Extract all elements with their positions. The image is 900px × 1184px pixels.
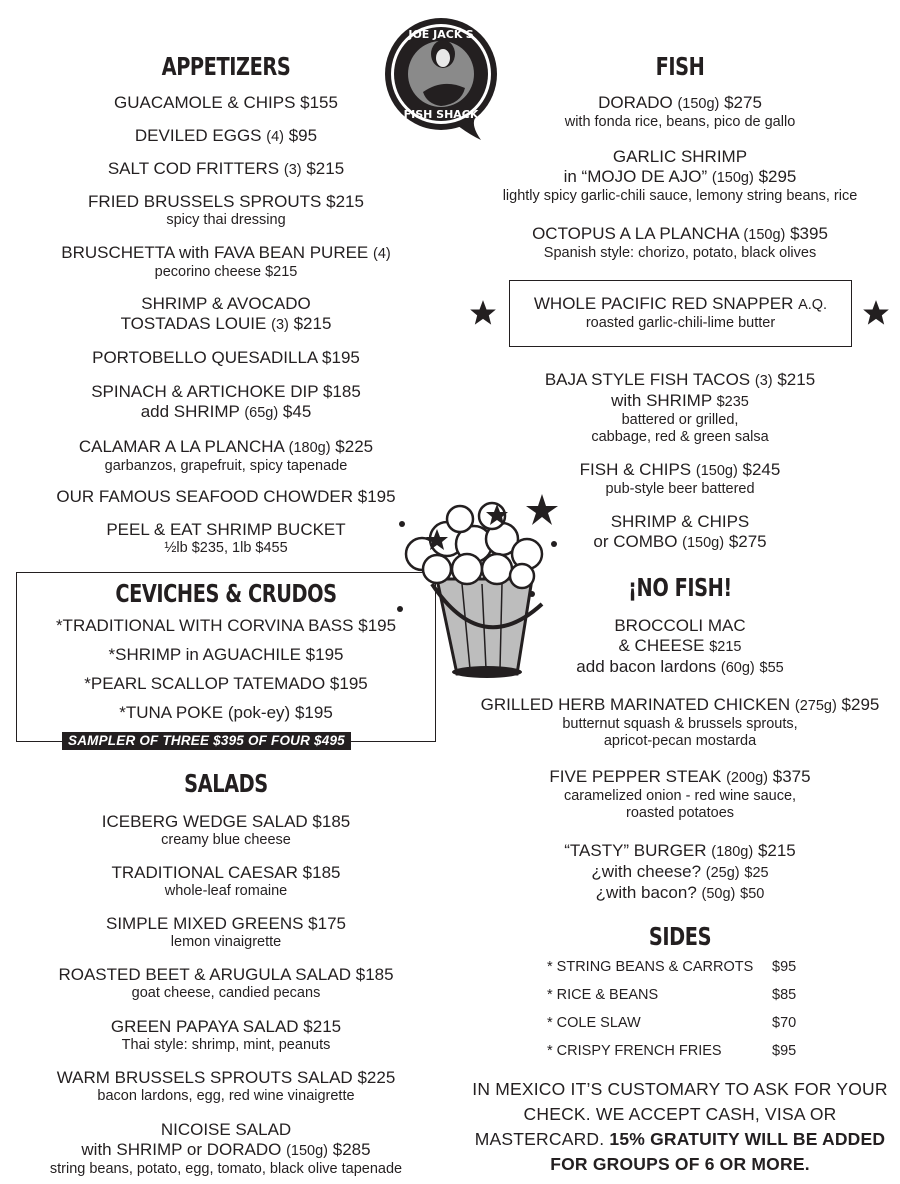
menu-item: SPINACH & ARTICHOKE DIP $185 add SHRIMP (65g) $45: [91, 382, 361, 421]
menu-item: SHRIMP & AVOCADO TOSTADAS LOUIE (3) $215: [120, 294, 332, 333]
svg-text:FISH SHACK: FISH SHACK: [403, 108, 479, 121]
menu-item: GUACAMOLE & CHIPS $155: [114, 93, 338, 112]
menu-item: WARM BRUSSELS SPROUTS SALAD $225 bacon lardons, egg, red wine vinaigrette: [56, 1068, 396, 1104]
menu-item: SIMPLE MIXED GREENS $175 lemon vinaigrette: [106, 914, 346, 950]
menu-item: *PEARL SCALLOP TATEMADO $195: [84, 674, 368, 693]
sampler-banner: SAMPLER OF THREE $395 OF FOUR $495: [62, 732, 351, 750]
section-title: FISH: [655, 52, 705, 81]
menu-item: FISH & CHIPS (150g) $245 pub-style beer battered: [579, 460, 781, 497]
menu-item: GREEN PAPAYA SALAD $215 Thai style: shrimp, mint, peanuts: [110, 1017, 342, 1053]
svg-text:JOE JACK'S: JOE JACK'S: [408, 28, 474, 41]
menu-item: NICOISE SALAD with SHRIMP or DORADO (150g) $285 string beans, potato, egg, tomato, black olive tapenade: [49, 1120, 403, 1177]
menu-item: FRIED BRUSSELS SPROUTS $215 spicy thai dressing: [88, 192, 364, 228]
menu-item: SALT COD FRITTERS (3) $215: [107, 159, 345, 178]
menu-item: DEVILED EGGS (4) $95: [134, 126, 318, 145]
menu-item: GRILLED HERB MARINATED CHICKEN (275g) $295 butternut squash & brussels sprouts, apricot-pecan mostarda: [480, 695, 880, 749]
menu-item: “TASTY” BURGER (180g) $215 ¿with cheese? (25g) $25 ¿with bacon? (50g) $50: [564, 841, 796, 902]
menu-item: OUR FAMOUS SEAFOOD CHOWDER $195: [56, 487, 396, 506]
star-icon: [862, 299, 890, 327]
menu-item: PORTOBELLO QUESADILLA $195: [92, 348, 360, 367]
menu-item: CALAMAR A LA PLANCHA (180g) $225 garbanzos, grapefruit, spicy tapenade: [78, 437, 374, 474]
payment-note: IN MEXICO IT’S CUSTOMARY TO ASK FOR YOUR CHECK. WE ACCEPT CASH, VISA OR MASTERCARD. 15% GRATUITY WILL BE ADDED FOR GROUPS OF 6 OR MORE.: [472, 1079, 888, 1174]
menu-item: OCTOPUS A LA PLANCHA (150g) $395 Spanish style: chorizo, potato, black olives: [532, 224, 828, 261]
star-icon: [469, 299, 497, 327]
menu-item: BAJA STYLE FISH TACOS (3) $215 with SHRIMP $235 battered or grilled, cabbage, red & green salsa: [544, 370, 816, 445]
menu-item: ROASTED BEET & ARUGULA SALAD $185 goat cheese, candied pecans: [58, 965, 394, 1001]
menu-item: FIVE PEPPER STEAK (200g) $375 caramelized onion - red wine sauce, roasted potatoes: [549, 767, 811, 821]
menu-item: SHRIMP & CHIPS or COMBO (150g) $275: [593, 512, 767, 551]
menu-item: *TUNA POKE (pok-ey) $195: [119, 703, 333, 722]
menu-item: GARLIC SHRIMP in “MOJO DE AJO” (150g) $295 lightly spicy garlic-chili sauce, lemony string beans, rice: [502, 147, 858, 204]
menu-item: BROCCOLI MAC & CHEESE $215 add bacon lardons (60g) $55: [576, 616, 784, 676]
menu-item: BRUSCHETTA with FAVA BEAN PUREE (4) pecorino cheese $215: [61, 243, 391, 280]
featured-item: WHOLE PACIFIC RED SNAPPER A.Q. roasted garlic-chili-lime butter: [533, 294, 828, 331]
section-title: SIDES: [648, 922, 712, 951]
menu-item: ICEBERG WEDGE SALAD $185 creamy blue cheese: [101, 812, 351, 848]
menu-item: DORADO (150g) $275 with fonda rice, beans, pico de gallo: [564, 93, 796, 130]
appetizers-section: [16, 52, 436, 82]
section-title: CEVICHES & CRUDOS: [115, 579, 337, 608]
menu-item: *SHRIMP in AGUACHILE $195: [108, 645, 344, 664]
menu-item: PEEL & EAT SHRIMP BUCKET ½lb $235, 1lb $455: [106, 520, 346, 556]
section-title: APPETIZERS: [161, 52, 291, 81]
menu-item: TRADITIONAL CAESAR $185 whole-leaf romaine: [111, 863, 341, 899]
menu-item: *TRADITIONAL WITH CORVINA BASS $195: [55, 616, 397, 635]
section-title: ¡NO FISH!: [628, 573, 732, 602]
section-title: SALADS: [184, 769, 268, 798]
